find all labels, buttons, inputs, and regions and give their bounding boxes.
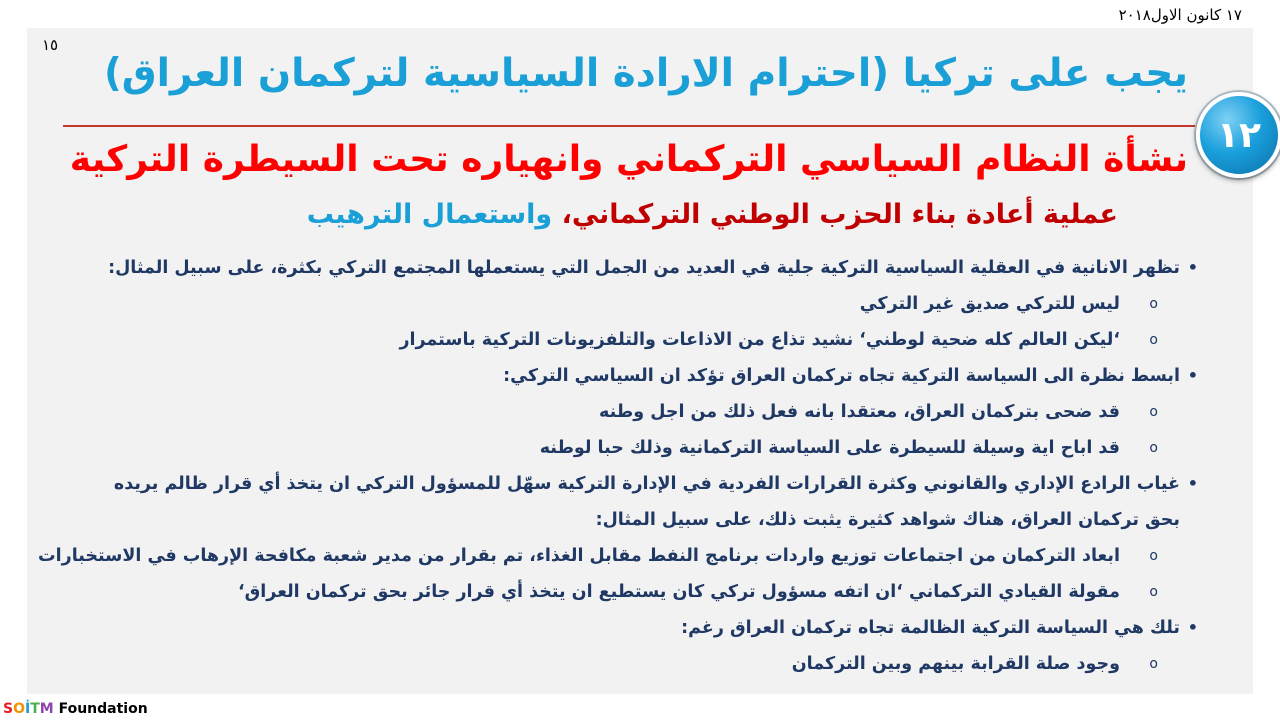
page-number: ١٥ [42, 36, 59, 54]
sub-bullet-item [38, 538, 1180, 574]
sub-bullet-text: ‘ليكن العالم كله ضحية لوطني‘ نشيد تذاع من الاذاعات والتلفزيونات التركية باستمرار [399, 330, 1120, 350]
logo-word: Foundation [53, 701, 148, 717]
sub-bullet-item [90, 394, 1180, 430]
bullet-item [90, 610, 1198, 646]
bullet-item [90, 250, 1198, 286]
bullet-text: تظهر الانانية في العقلية السياسية التركية جلية في العديد من الجمل التي يستعملها المجتمع التركي بكثرة، على سبيل المثال: [108, 258, 1180, 278]
subheading-part2: واستعمال الترهيب [306, 199, 553, 230]
logo-letter: O [13, 701, 25, 717]
slide-title: يجب على تركيا (احترام الارادة السياسية لتركمان العراق) [103, 51, 1188, 96]
bullet-dot-icon: • [1187, 366, 1198, 385]
bullet-item [90, 358, 1198, 394]
slide-number-badge [1196, 92, 1280, 178]
hollow-circle-icon: o [1149, 296, 1158, 312]
logo-letter: İ [25, 701, 31, 717]
hollow-circle-icon: o [1149, 332, 1158, 348]
bullet-dot-icon: • [1187, 258, 1198, 277]
bullet-text: تلك هي السياسة التركية الظالمة تجاه تركمان العراق رغم: [681, 618, 1180, 638]
sub-bullet-text: قد اباح اية وسيلة للسيطرة على السياسة التركمانية وذلك حبا لوطنه [539, 438, 1120, 458]
sub-bullet-item [90, 574, 1180, 610]
sub-bullet-text: ليس للتركي صديق غير التركي [859, 294, 1120, 314]
bullet-text: غياب الرادع الإداري والقانوني وكثرة القرارات الفردية في الإدارة التركية سهّل للمسؤول التركي ان يتخذ أي قرار ظالم يريده بحق تركمان العراق، هناك شواهد كثيرة يثبت ذلك، على سبيل المثال: [113, 474, 1180, 530]
hollow-circle-icon: o [1149, 440, 1158, 456]
hollow-circle-icon: o [1149, 548, 1158, 564]
sub-bullet-item [90, 646, 1180, 682]
soitm-logo [3, 701, 148, 717]
bullet-dot-icon: • [1187, 474, 1198, 493]
bullet-dot-icon: • [1187, 618, 1198, 637]
sub-bullet-text: ابعاد التركمان من اجتماعات توزيع واردات برنامج النفط مقابل الغذاء، تم بقرار من مدير شعبة مكافحة الإرهاب في الاستخبارات [38, 546, 1120, 566]
slide-headline: نشأة النظام السياسي التركماني وانهياره تحت السيطرة التركية [69, 139, 1188, 180]
sub-bullet-text: مقولة القيادي التركماني ‘ان اتفه مسؤول تركي كان يستطيع ان يتخذ أي قرار جائر بحق تركمان العراق‘ [238, 582, 1120, 602]
bullet-item [90, 466, 1198, 538]
subheading-part1: عملية أعادة بناء الحزب الوطني التركماني، [561, 199, 1118, 230]
sub-bullet-text: وجود صلة القرابة بينهم وبين التركمان [791, 654, 1120, 674]
sub-bullet-text: قد ضحى بتركمان العراق، معتقدا بانه فعل ذلك من اجل وطنه [599, 402, 1120, 422]
hollow-circle-icon: o [1149, 656, 1158, 672]
title-divider [63, 125, 1216, 127]
slide-body [38, 250, 1198, 682]
slide-number-text: ١٢ [1217, 114, 1261, 156]
hollow-circle-icon: o [1149, 584, 1158, 600]
logo-letter: S [3, 701, 14, 717]
slide-subheading [68, 190, 1118, 240]
logo-letter: T [30, 701, 40, 717]
bullet-text: ابسط نظرة الى السياسة التركية تجاه تركمان العراق تؤكد ان السياسي التركي: [503, 366, 1180, 386]
sub-bullet-item [90, 286, 1180, 322]
logo-letter: M [39, 701, 54, 717]
date-label: ١٧ كانون الاول٢٠١٨ [1118, 6, 1242, 24]
sub-bullet-item [90, 322, 1180, 358]
sub-bullet-item [90, 430, 1180, 466]
hollow-circle-icon: o [1149, 404, 1158, 420]
